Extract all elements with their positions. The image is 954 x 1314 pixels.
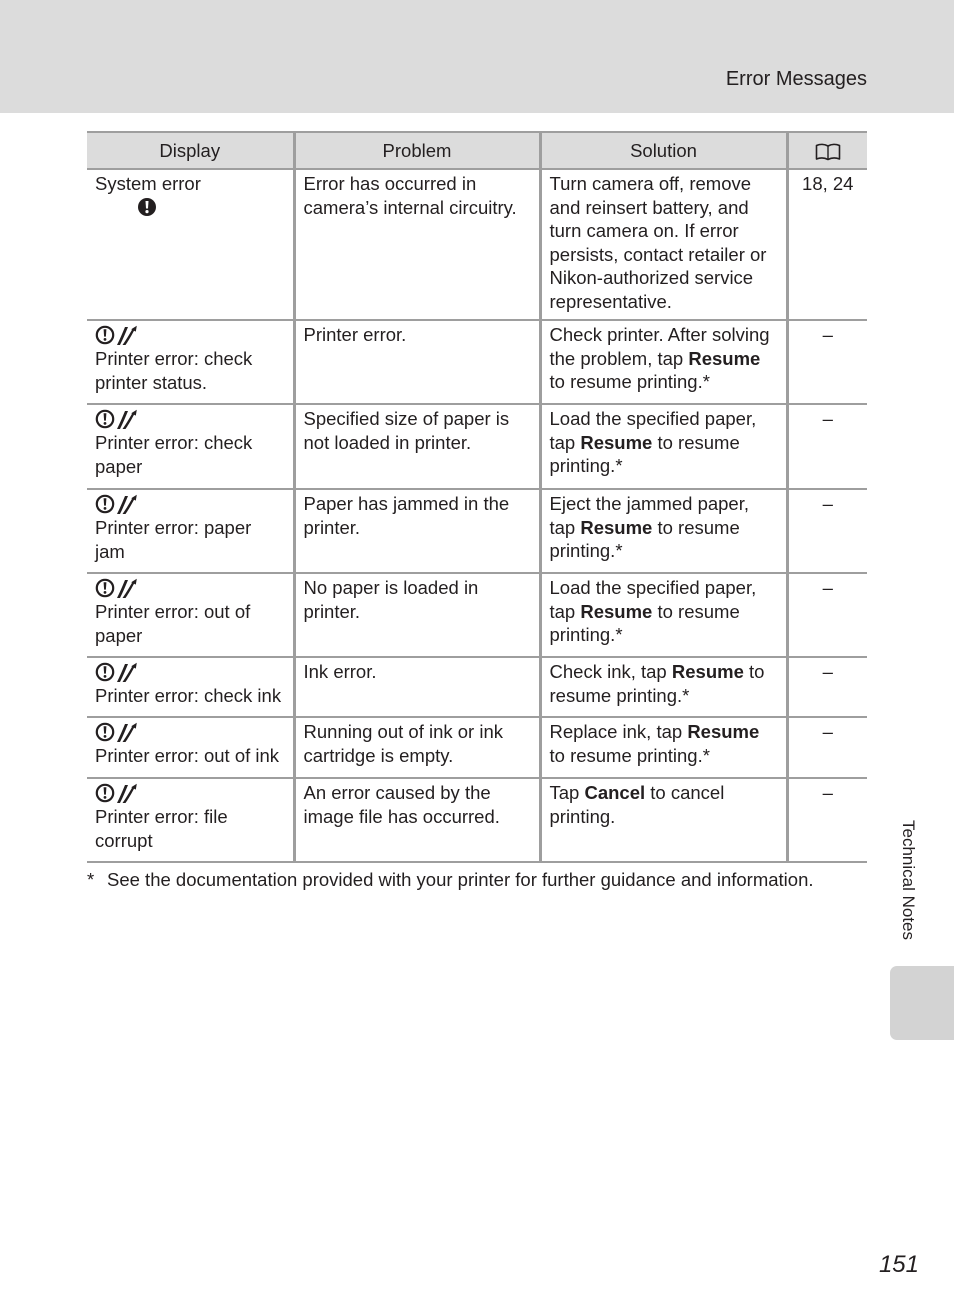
chapter-tab bbox=[890, 966, 954, 1040]
reference-cell: – bbox=[787, 404, 867, 489]
reference-cell: – bbox=[787, 657, 867, 717]
reference-cell: – bbox=[787, 778, 867, 862]
printer-error-icon bbox=[95, 324, 139, 346]
header-band bbox=[0, 0, 954, 113]
system-error-icon bbox=[137, 197, 157, 217]
reference-cell: – bbox=[787, 320, 867, 404]
solution-cell: Tap Cancel to cancel printing. bbox=[540, 778, 787, 862]
printer-error-icon bbox=[95, 408, 139, 430]
reference-cell: – bbox=[787, 573, 867, 657]
display-text: Printer error: paper jam bbox=[95, 517, 252, 562]
display-text: System error bbox=[95, 173, 201, 194]
column-header-solution: Solution bbox=[540, 132, 787, 169]
printer-error-icon bbox=[95, 493, 139, 515]
display-text: Printer error: out of ink bbox=[95, 745, 280, 766]
printer-error-icon bbox=[95, 577, 139, 599]
chapter-label-text: Technical Notes bbox=[899, 820, 918, 941]
book-reference-icon bbox=[815, 143, 841, 161]
display-text: Printer error: check ink bbox=[95, 685, 282, 706]
display-cell bbox=[87, 320, 294, 404]
problem-cell: Specified size of paper is not loaded in printer. bbox=[294, 404, 540, 489]
display-cell bbox=[87, 717, 294, 778]
display-cell bbox=[87, 169, 294, 320]
solution-cell: Check printer. After solving the problem, tap Resume to resume printing.* bbox=[540, 320, 787, 404]
column-header-reference bbox=[787, 132, 867, 169]
solution-cell: Load the specified paper, tap Resume to resume printing.* bbox=[540, 573, 787, 657]
reference-cell: – bbox=[787, 717, 867, 778]
problem-cell: Paper has jammed in the printer. bbox=[294, 489, 540, 573]
problem-cell: An error caused by the image file has occurred. bbox=[294, 778, 540, 862]
table-row bbox=[87, 717, 867, 778]
display-cell bbox=[87, 489, 294, 573]
display-cell bbox=[87, 657, 294, 717]
display-text: Printer error: file corrupt bbox=[95, 806, 228, 851]
display-text: Printer error: check printer status. bbox=[95, 348, 253, 393]
table-row bbox=[87, 657, 867, 717]
chapter-side-label bbox=[895, 820, 919, 955]
footnote-text: See the documentation provided with your printer for further guidance and information. bbox=[107, 869, 814, 890]
solution-cell: Load the specified paper, tap Resume to resume printing.* bbox=[540, 404, 787, 489]
display-cell bbox=[87, 404, 294, 489]
table-row bbox=[87, 489, 867, 573]
problem-cell: Ink error. bbox=[294, 657, 540, 717]
display-text: Printer error: check paper bbox=[95, 432, 253, 477]
display-cell bbox=[87, 573, 294, 657]
error-messages-table bbox=[87, 131, 867, 863]
column-header-display: Display bbox=[87, 132, 294, 169]
reference-cell: – bbox=[787, 489, 867, 573]
printer-error-icon bbox=[95, 721, 139, 743]
footnote bbox=[87, 868, 814, 892]
page-number: 151 bbox=[878, 1251, 919, 1278]
table-row bbox=[87, 169, 867, 320]
printer-error-icon bbox=[95, 782, 139, 804]
problem-cell: Error has occurred in camera’s internal circuitry. bbox=[294, 169, 540, 320]
reference-cell: 18, 24 bbox=[787, 169, 867, 320]
column-header-problem: Problem bbox=[294, 132, 540, 169]
problem-cell: Running out of ink or ink cartridge is empty. bbox=[294, 717, 540, 778]
problem-cell: Printer error. bbox=[294, 320, 540, 404]
solution-cell: Check ink, tap Resume to resume printing.* bbox=[540, 657, 787, 717]
printer-error-icon bbox=[95, 661, 139, 683]
solution-cell: Replace ink, tap Resume to resume printing.* bbox=[540, 717, 787, 778]
table-header-row bbox=[87, 132, 867, 169]
solution-cell: Turn camera off, remove and reinsert battery, and turn camera on. If error persists, contact retailer or Nikon-authorized service representative. bbox=[540, 169, 787, 320]
problem-cell: No paper is loaded in printer. bbox=[294, 573, 540, 657]
footnote-marker: * bbox=[87, 869, 95, 890]
table-row bbox=[87, 778, 867, 862]
display-text: Printer error: out of paper bbox=[95, 601, 251, 646]
table-row bbox=[87, 320, 867, 404]
section-title: Error Messages bbox=[725, 68, 867, 90]
table-row bbox=[87, 573, 867, 657]
display-cell bbox=[87, 778, 294, 862]
table-row bbox=[87, 404, 867, 489]
solution-cell: Eject the jammed paper, tap Resume to resume printing.* bbox=[540, 489, 787, 573]
